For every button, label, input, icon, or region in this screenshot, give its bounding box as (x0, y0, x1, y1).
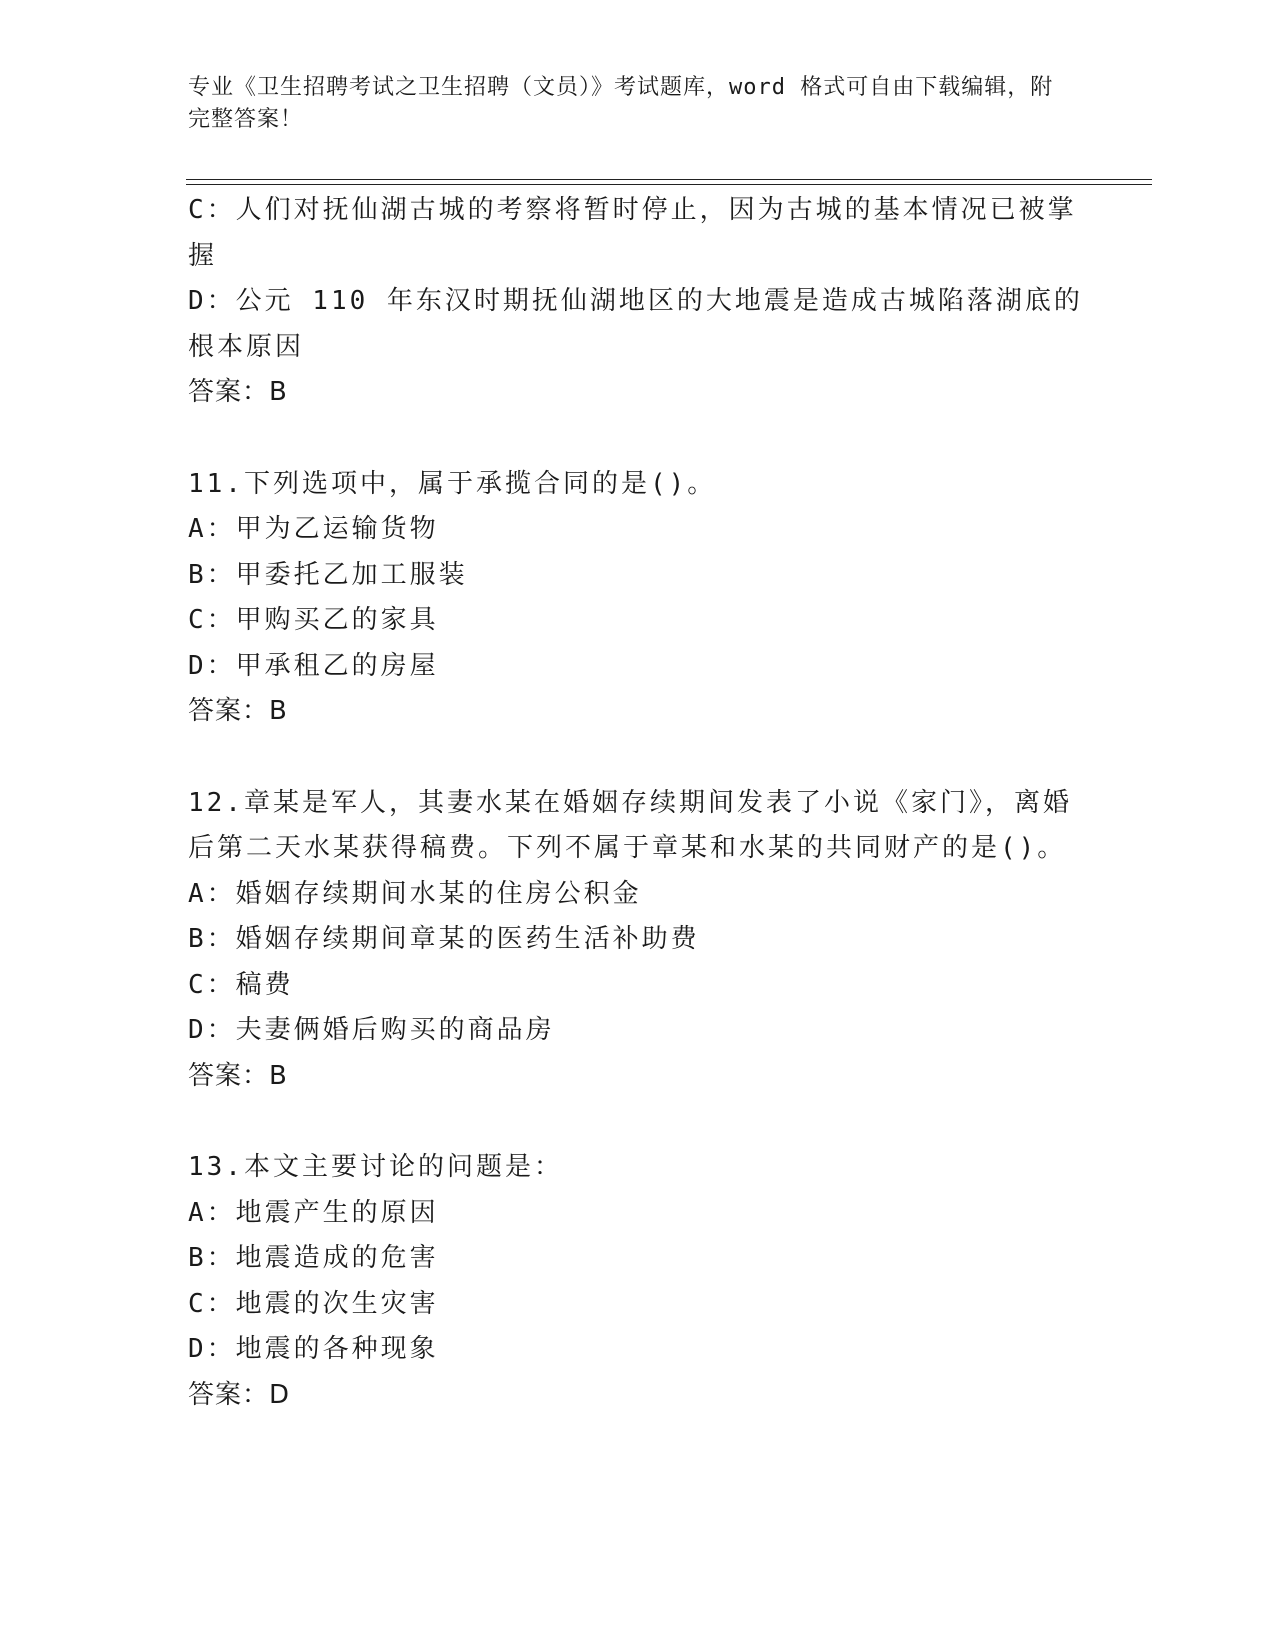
answer: 答案：B (188, 1060, 288, 1091)
option-c: C：人们对抚仙湖古城的考察将暂时停止，因为古城的基本情况已被掌握 (188, 195, 1077, 271)
option-a: A：婚姻存续期间水某的住房公积金 (188, 878, 642, 909)
spacer (188, 1099, 1088, 1145)
option-c: C：甲购买乙的家具 (188, 605, 439, 635)
question-text: 11.下列选项中，属于承揽合同的是()。 (188, 468, 717, 499)
option-a: A：地震产生的原因 (188, 1197, 439, 1228)
question-11 (188, 462, 1088, 735)
option-b: B：甲委托乙加工服装 (188, 559, 468, 590)
document-header: 专业《卫生招聘考试之卫生招聘（文员）》考试题库，word 格式可自由下载编辑，附完整答案！ (188, 75, 1054, 132)
option-a: A：甲为乙运输货物 (188, 514, 439, 544)
option-d: D：地震的各种现象 (188, 1334, 439, 1364)
option-b: B：婚姻存续期间章某的医药生活补助费 (188, 924, 700, 954)
option-b: B：地震造成的危害 (188, 1243, 439, 1273)
option-d: D：夫妻俩婚后购买的商品房 (188, 1015, 555, 1045)
option-d: D：公元 110 年东汉时期抚仙湖地区的大地震是造成古城陷落湖底的根本原因 (188, 286, 1083, 362)
spacer (188, 416, 1088, 462)
question-text: 13.本文主要讨论的问题是： (188, 1152, 563, 1182)
question-12 (188, 781, 1088, 1100)
header-divider-top (186, 179, 1152, 180)
question-list (188, 188, 1088, 1418)
answer: 答案：B (188, 696, 288, 726)
question-13 (188, 1145, 1088, 1418)
spacer (188, 735, 1088, 781)
answer: 答案：B (188, 377, 288, 407)
answer: 答案：D (188, 1379, 291, 1410)
question-10-continued (188, 188, 1088, 416)
option-d: D：甲承租乙的房屋 (188, 650, 439, 681)
header-divider-bottom (186, 184, 1152, 185)
option-c: C：稿费 (188, 969, 294, 1000)
option-c: C：地震的次生灾害 (188, 1288, 439, 1319)
question-text: 12.章某是军人，其妻水某在婚姻存续期间发表了小说《家门》，离婚后第二天水某获得稿费。下列不属于章某和水某的共同财产的是()。 (188, 787, 1072, 863)
